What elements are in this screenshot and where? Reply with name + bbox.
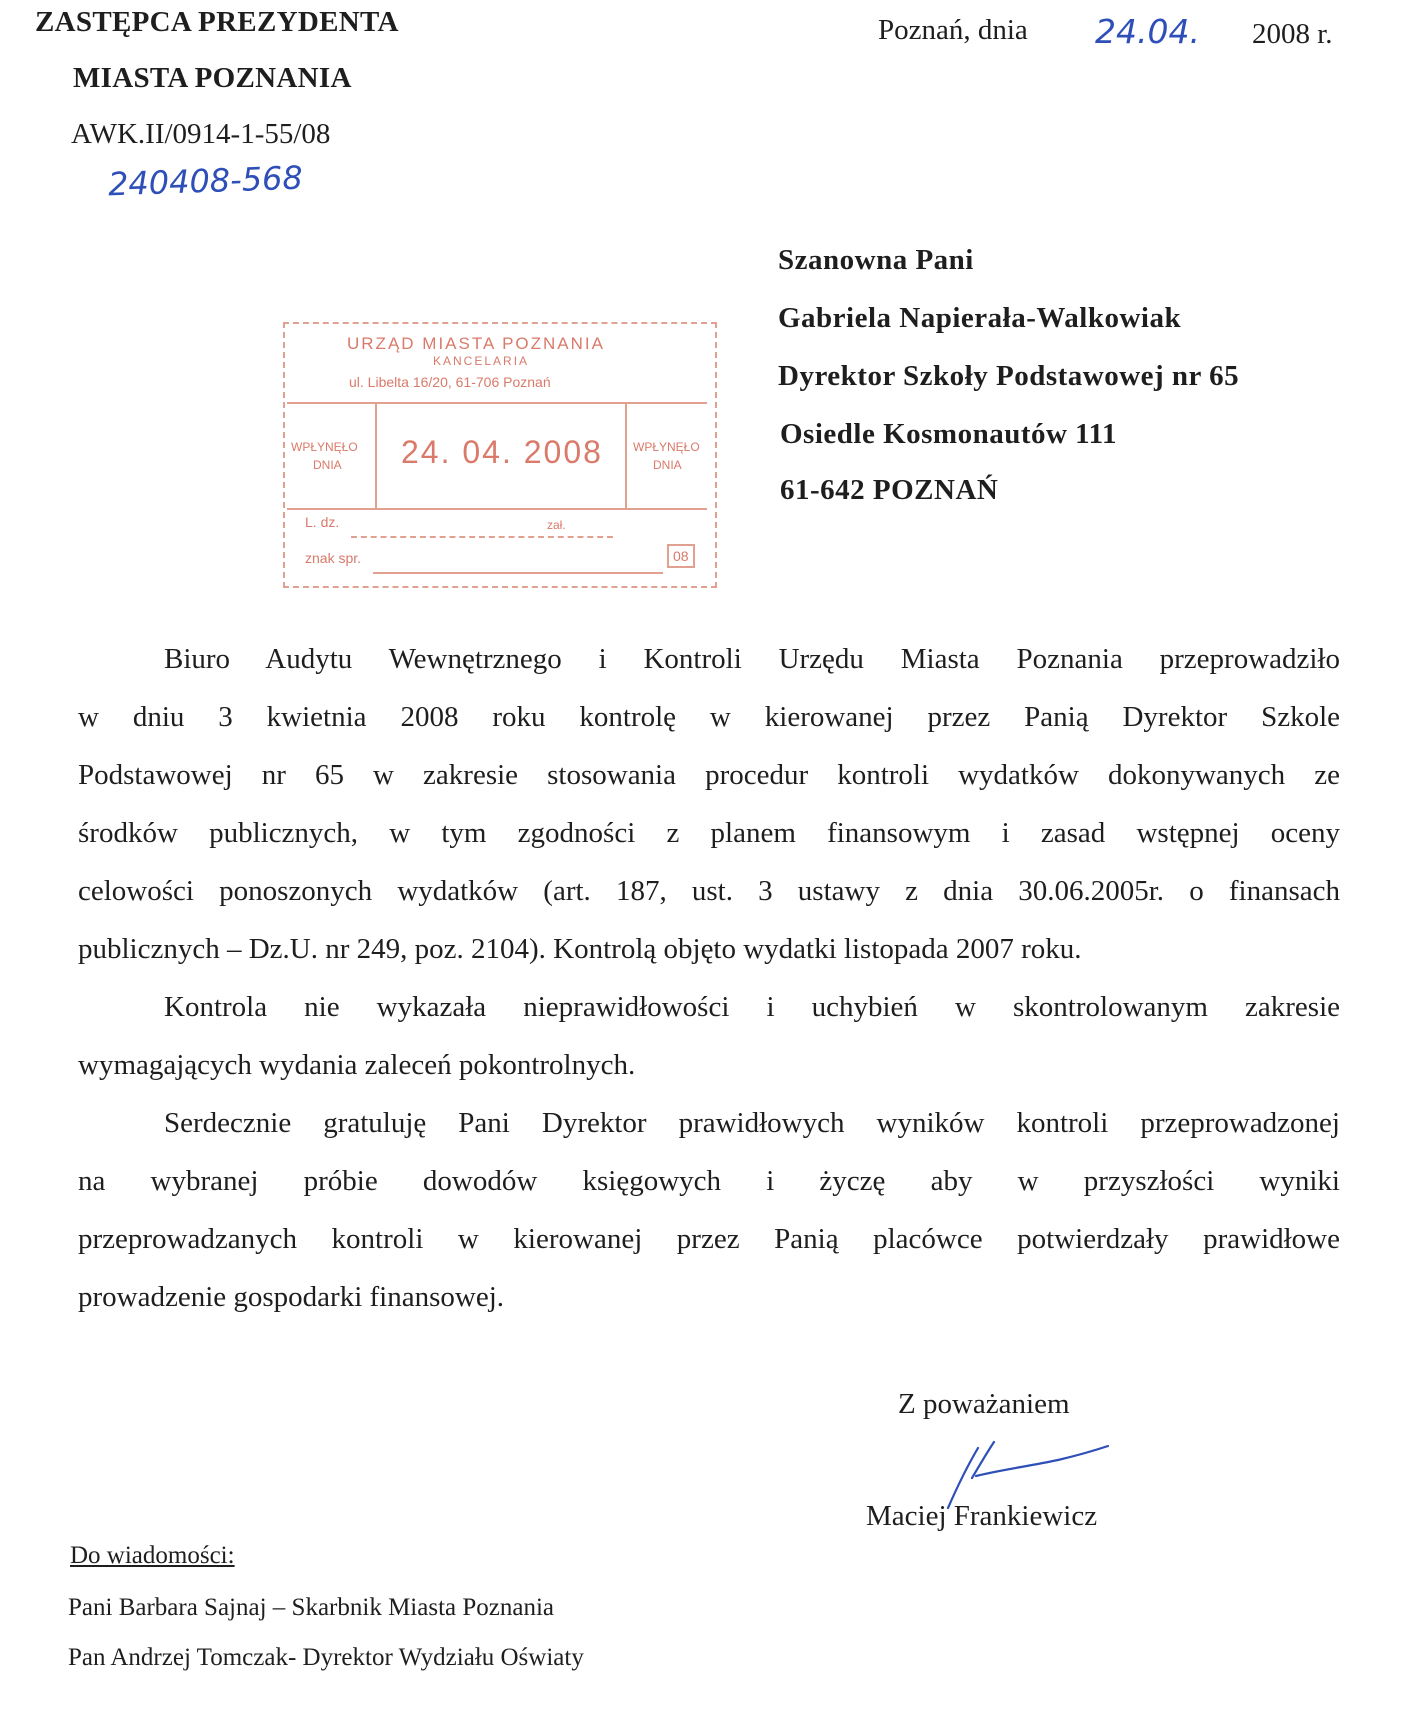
- issuer-title-line1: ZASTĘPCA PREZYDENTA: [35, 6, 399, 38]
- stamp-org: URZĄD MIASTA POZNANIA: [347, 334, 605, 353]
- paragraph-line: celowości ponoszonych wydatków (art. 187, ust. 3 ustawy z dnia 30.06.2005r. o finansach: [78, 875, 1340, 907]
- handwritten-registry-number: 240408-568: [107, 158, 304, 204]
- cc-item-1: Pani Barbara Sajnaj – Skarbnik Miasta Poznania: [68, 1594, 554, 1621]
- body-paragraph-1: [78, 630, 1340, 978]
- date-prefix: Poznań, dnia: [878, 14, 1028, 46]
- body-paragraph-3: [78, 1094, 1340, 1326]
- paragraph-line: Kontrola nie wykazała nieprawidłowości i uchybień w skontrolowanym zakresie: [164, 991, 1340, 1023]
- recipient-title: Dyrektor Szkoły Podstawowej nr 65: [778, 360, 1240, 392]
- paragraph-line: publicznych – Dz.U. nr 249, poz. 2104). Kontrolą objęto wydatki listopada 2007 roku.: [78, 933, 1082, 965]
- stamp-year-box: 08: [667, 544, 695, 568]
- cc-heading: Do wiadomości:: [70, 1542, 235, 1569]
- stamp-left-label-2: DNIA: [313, 458, 342, 472]
- paragraph-line: prowadzenie gospodarki finansowej.: [78, 1281, 505, 1313]
- stamp-dept: KANCELARIA: [433, 354, 530, 368]
- stamp-znak-label: znak spr.: [305, 550, 362, 566]
- receipt-stamp: [283, 322, 715, 586]
- stamp-right-label-2: DNIA: [653, 458, 682, 472]
- paragraph-line: wymagających wydania zaleceń pokontrolnych.: [78, 1049, 636, 1081]
- stamp-left-divider: [375, 402, 377, 508]
- stamp-ldz-line: [351, 536, 613, 538]
- paragraph-line: Serdecznie gratuluję Pani Dyrektor prawidłowych wyników kontroli przeprowadzonej: [164, 1107, 1340, 1139]
- date-year: 2008 r.: [1252, 18, 1333, 50]
- stamp-zal-label: zał.: [547, 518, 566, 532]
- reference-number: AWK.II/0914-1-55/08: [71, 118, 331, 150]
- stamp-footer-divider: [287, 508, 707, 510]
- paragraph-line: przeprowadzanych kontroli w kierowanej przez Panią placówce potwierdzały prawidłowe: [78, 1223, 1340, 1255]
- signer-name: Maciej Frankiewicz: [866, 1500, 1098, 1532]
- paragraph-line: w dniu 3 kwietnia 2008 roku kontrolę w kierowanej przez Panią Dyrektor Szkole: [78, 701, 1340, 733]
- stamp-right-label-1: WPŁYNĘŁO: [633, 440, 700, 454]
- recipient-name: Gabriela Napierała-Walkowiak: [778, 302, 1182, 334]
- body-paragraph-2: [78, 978, 1340, 1094]
- paragraph-line: środków publicznych, w tym zgodności z planem finansowym i zasad wstępnej oceny: [78, 817, 1340, 849]
- paragraph-line: Biuro Audytu Wewnętrznego i Kontroli Urzędu Miasta Poznania przeprowadziło: [164, 643, 1340, 675]
- stamp-ldz-label: L. dz.: [305, 514, 340, 530]
- recipient-street: Osiedle Kosmonautów 111: [780, 418, 1117, 450]
- stamp-address: ul. Libelta 16/20, 61-706 Poznań: [349, 374, 551, 390]
- handwritten-date: 24.04.: [1095, 12, 1200, 51]
- stamp-left-label-1: WPŁYNĘŁO: [291, 440, 358, 454]
- stamp-date: 24. 04. 2008: [401, 434, 603, 470]
- paragraph-line: na wybranej próbie dowodów księgowych i życzę aby w przyszłości wyniki: [78, 1165, 1340, 1197]
- recipient-city: 61-642 POZNAŃ: [780, 474, 999, 506]
- recipient-salutation: Szanowna Pani: [778, 244, 974, 276]
- stamp-znak-line: [373, 572, 663, 574]
- paragraph-line: Podstawowej nr 65 w zakresie stosowania procedur kontroli wydatków dokonywanych ze: [78, 759, 1340, 791]
- stamp-right-divider: [625, 402, 627, 508]
- issuer-title-line2: MIASTA POZNANIA: [73, 62, 352, 94]
- closing-regards: Z poważaniem: [898, 1388, 1070, 1420]
- cc-item-2: Pan Andrzej Tomczak- Dyrektor Wydziału Oświaty: [68, 1644, 584, 1671]
